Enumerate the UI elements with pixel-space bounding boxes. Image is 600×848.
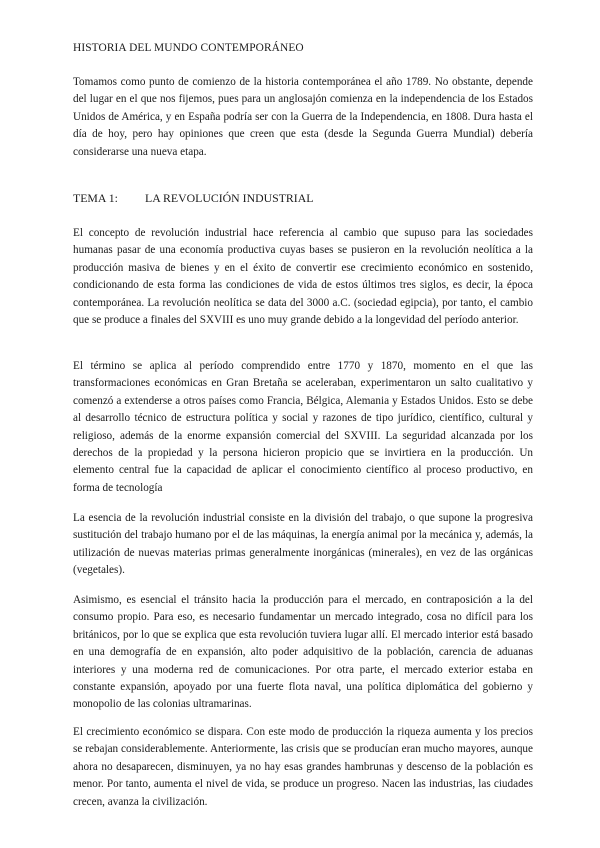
- body-paragraph: El término se aplica al período comprendido entre 1770 y 1870, momento en el que las transformaciones económicas en Gran Bretaña se aceleraban, experimentaron un salto cualitativo y comenzó a extenderse a otros países como Francia, Bélgica, Alemania y Estados Unidos. Esto se debe al desarrollo técnico de estructura política y social y razones de tipo jurídico, científico, cultural y religioso, además de la enorme expansión comercial del SXVIII. La seguridad alcanzada por los derechos de la propiedad y la persona hicieron propicio que se invirtiera en la producción. Un elemento central fue la capacidad de aplicar el conocimiento científico al proceso productivo, en forma de tecnología: [73, 360, 533, 494]
- body-paragraph: La esencia de la revolución industrial consiste en la división del trabajo, o que supone la progresiva sustitución del trabajo humano por el de las máquinas, la energía animal por la mecánica y, además, la utilización de nuevas materias primas generalmente inorgánicas (minerales), en vez de las orgánicas (vegetales).: [73, 512, 533, 577]
- section-heading: [73, 190, 313, 207]
- body-paragraph: El concepto de revolución industrial hace referencia al cambio que supuso para las sociedades humanas pasar de una economía productiva cuyas bases se pusieron en la revolución neolítica a la producción masiva de bienes y en el éxito de convertir ese crecimiento económico en sostenido, condicionando de esta forma las condiciones de vida de estos últimos tres siglos, es decir, la época contemporánea. La revolución neolítica se data del 3000 a.C. (sociedad egipcia), por tanto, el cambio que se produce a finales del SXVIII es uno muy grande debido a la longevidad del período anterior.: [73, 227, 533, 327]
- body-paragraph: Asimismo, es esencial el tránsito hacia la producción para el mercado, en contraposición a la del consumo propio. Para eso, es necesario fundamentar un mercado integrado, cosa no difícil para los británicos, por lo que se explica que esta revolución tuviera lugar allí. El mercado interior está basado en una demografía de en expansión, alto poder adquisitivo de la población, carencia de aduanas interiores y una moderna red de comunicaciones. Por otra parte, el mercado exterior estaba en constante expansión, apoyado por una fuerte flota naval, una política diplomática del gobierno y monopolio de las colonias ultramarinas.: [73, 594, 533, 711]
- intro-paragraph: Tomamos como punto de comienzo de la historia contemporánea el año 1789. No obstante, depende del lugar en el que nos fijemos, pues para un anglosajón comienza en la independencia de los Estados Unidos de América, y en España podría ser con la Guerra de la Independencia, en 1808. Dura hasta el día de hoy, pero hay opiniones que creen que esta (desde la Segunda Guerra Mundial) debería considerarse una nueva etapa.: [73, 76, 533, 158]
- section-title: LA REVOLUCIÓN INDUSTRIAL: [145, 191, 314, 205]
- document-title: HISTORIA DEL MUNDO CONTEMPORÁNEO: [73, 42, 304, 54]
- body-paragraph: El crecimiento económico se dispara. Con este modo de producción la riqueza aumenta y los precios se rebajan considerablemente. Anteriormente, las crisis que se producían eran mucho mayores, aunque ahora no desaparecen, disminuyen, ya no hay esas grandes hambrunas y descenso de la población es menor. Por tanto, aumenta el nivel de vida, se produce un progreso. Nacen las industrias, las ciudades crecen, avanza la civilización.: [73, 726, 533, 808]
- section-number: TEMA 1:: [73, 191, 118, 205]
